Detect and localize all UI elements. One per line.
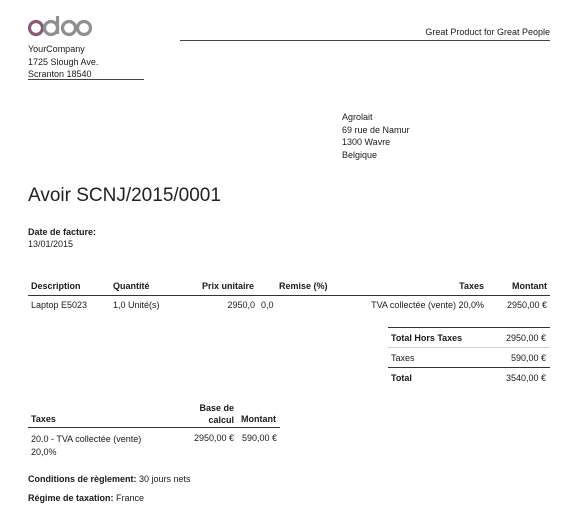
payment-terms [28,474,191,484]
tax-row-name-line2: 20,0% [31,446,57,457]
tax-row-name [31,433,141,458]
document-title: Avoir SCNJ/2015/0001 [28,185,221,206]
invoice-date-value: 13/01/2015 [28,239,74,249]
payment-terms-value: 30 jours nets [139,474,191,484]
company-city: Scranton 18540 [28,69,92,79]
tax-col-header-base-line1: Base de [199,403,234,413]
partner-name: Agrolait [342,112,373,122]
line-unit-price: 2950,0 [227,300,255,310]
total-taxes-row [388,347,550,367]
grand-total-label: Total [391,373,412,383]
company-street: 1725 Slough Ave. [28,56,99,67]
company-slogan: Great Product for Great People [425,27,550,37]
col-header-taxes: Taxes [459,281,484,291]
total-taxes-label: Taxes [391,353,415,363]
tax-row-amount: 590,00 € [241,433,277,443]
col-header-discount: Remise (%) [279,281,328,291]
tax-row-name-line1: 20.0 - TVA collectée (vente) [31,434,142,444]
tax-header-divider [28,427,280,428]
tax-col-header-amount: Montant [241,414,276,424]
line-discount: 0,0 [261,300,274,310]
payment-terms-label: Conditions de règlement: [28,474,137,484]
total-untaxed-label: Total Hors Taxes [391,333,463,343]
grand-total-row [388,367,550,387]
company-name: YourCompany [28,44,85,54]
partner-street: 69 rue de Namur [342,124,410,135]
total-taxes-value: 590,00 € [510,353,546,363]
totals-block [388,327,550,387]
tax-col-header-base [199,402,234,426]
line-description: Laptop E5023 [31,300,88,310]
line-taxes: TVA collectée (vente) 20,0% [371,300,484,310]
grand-total-value: 3540,00 € [505,373,546,383]
lines-header-divider [28,295,550,296]
partner-address [342,111,410,161]
col-header-amount: Montant [512,281,547,291]
fiscal-position-value: France [116,493,145,503]
total-untaxed-row [388,327,550,347]
company-divider [28,79,144,80]
fiscal-position [28,493,144,503]
odoo-logo [28,14,92,40]
col-header-quantity: Quantité [113,281,150,291]
col-header-description: Description [31,281,81,291]
total-untaxed-value: 2950,00 € [505,333,546,343]
partner-city: 1300 Wavre [342,137,391,147]
header-divider [180,40,550,41]
line-amount: 2950,00 € [506,300,547,310]
company-address [28,43,98,81]
partner-country: Belgique [342,149,378,160]
fiscal-position-label: Régime de taxation: [28,493,114,503]
col-header-unit-price: Prix unitaire [201,281,254,291]
tax-col-header-base-line2: calcul [208,415,234,425]
tax-row-base: 2950,00 € [193,433,234,443]
tax-col-header-taxes: Taxes [31,414,56,424]
line-quantity: 1,0 Unité(s) [113,300,160,310]
invoice-date-label: Date de facture: [28,227,97,237]
